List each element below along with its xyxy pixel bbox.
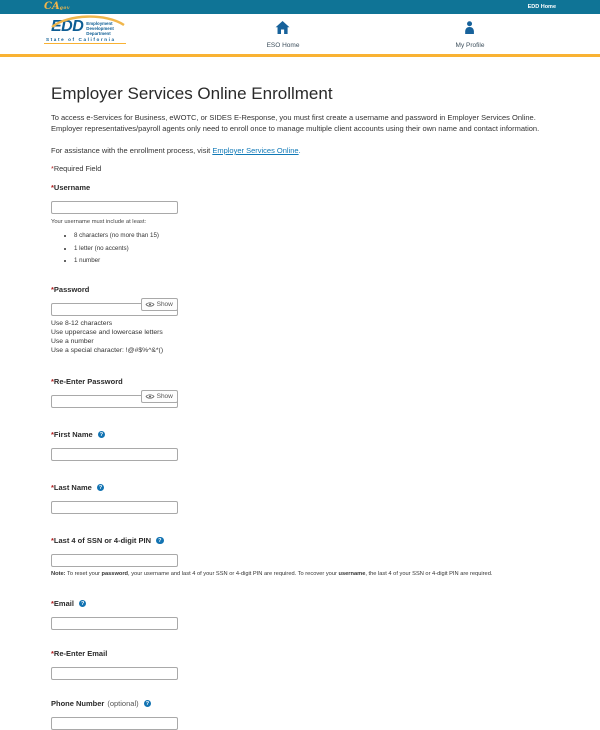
eye-icon <box>146 302 154 307</box>
edd-logo-arc-icon <box>50 16 126 28</box>
required-asterisk: * <box>51 377 54 386</box>
password-rule: Use 8-12 characters <box>51 320 113 327</box>
username-input[interactable] <box>51 201 178 214</box>
phone-label <box>51 699 556 708</box>
edd-logo[interactable] <box>44 18 130 44</box>
field-group-password <box>51 285 556 355</box>
username-label <box>51 183 556 192</box>
field-group-ssn-pin <box>51 536 556 577</box>
ca-gov-text: CA <box>44 1 60 12</box>
utility-bar <box>0 0 600 14</box>
reenter-email-input[interactable] <box>51 667 178 680</box>
required-asterisk: * <box>51 599 54 608</box>
edd-logo-dept-line1: Employment <box>86 21 113 26</box>
ssn-note-text: , your username and last 4 of your SSN or 4-digit PIN are required. To recover your <box>128 571 339 577</box>
ssn-pin-input[interactable] <box>51 554 178 567</box>
field-group-reenter-email <box>51 649 556 680</box>
required-asterisk: * <box>51 649 54 658</box>
field-group-last-name <box>51 483 556 514</box>
nav-my-profile[interactable] <box>456 21 485 49</box>
last-name-help-icon[interactable]: ? <box>97 484 105 492</box>
required-field-text: Required Field <box>53 164 102 173</box>
home-icon <box>276 21 290 34</box>
last-name-input[interactable] <box>51 501 178 514</box>
assistance-line <box>51 146 556 155</box>
password-rule: Use a special character: !@#$%^&*() <box>51 347 164 354</box>
password-rule: Use a number <box>51 338 94 345</box>
username-rule: • 1 letter (no accents) <box>74 245 556 252</box>
phone-label-text: Phone Number <box>51 699 105 708</box>
ssn-pin-help-icon[interactable]: ? <box>156 537 164 545</box>
required-asterisk: * <box>51 164 54 173</box>
ssn-note-bold: username <box>338 571 366 577</box>
first-name-help-icon[interactable]: ? <box>98 431 106 439</box>
assistance-prefix: For assistance with the enrollment process, visit <box>51 146 213 155</box>
password-rules <box>51 319 556 355</box>
password-label <box>51 285 556 294</box>
username-rules-intro: Your username must include at least: <box>51 219 147 225</box>
page-title: Employer Services Online Enrollment <box>51 84 333 103</box>
required-asterisk: * <box>51 536 54 545</box>
password-show-button[interactable] <box>141 298 178 311</box>
person-icon <box>464 21 476 34</box>
ssn-pin-note <box>51 571 556 577</box>
first-name-input[interactable] <box>51 448 178 461</box>
phone-help-icon[interactable]: ? <box>144 700 152 708</box>
required-asterisk: * <box>51 483 54 492</box>
username-rule: • 8 characters (no more than 15) <box>74 232 556 239</box>
nav-my-profile-label: My Profile <box>455 42 485 49</box>
field-group-first-name <box>51 430 556 461</box>
first-name-label <box>51 430 556 439</box>
last-name-label <box>51 483 556 492</box>
edd-logo-state-line: State of California <box>44 37 126 44</box>
ssn-note-bold: password <box>101 571 129 577</box>
ca-gov-logo[interactable] <box>44 2 70 12</box>
ssn-note-text: To reset your <box>65 571 102 577</box>
last-name-label-text: Last Name <box>53 483 92 492</box>
password-label-text: Password <box>53 285 90 294</box>
eye-icon <box>146 394 154 399</box>
reenter-password-label-text: Re-Enter Password <box>53 377 123 386</box>
reenter-password-show-button[interactable] <box>141 390 178 403</box>
email-input[interactable] <box>51 617 178 630</box>
password-rule: Use uppercase and lowercase letters <box>51 329 163 336</box>
email-help-icon[interactable]: ? <box>79 600 87 608</box>
reenter-password-show-label: Show <box>156 393 173 400</box>
email-label-text: Email <box>53 599 74 608</box>
username-label-text: Username <box>53 183 91 192</box>
ca-gov-suffix: gov <box>59 6 70 11</box>
required-asterisk: * <box>51 430 54 439</box>
field-group-email <box>51 599 556 630</box>
username-rules-list <box>74 232 556 264</box>
first-name-label-text: First Name <box>53 430 93 439</box>
site-header <box>0 14 600 57</box>
password-show-label: Show <box>156 301 173 308</box>
nav-eso-home-label: ESO Home <box>266 42 300 49</box>
required-asterisk: * <box>51 183 54 192</box>
edd-logo-acronym: EDD <box>51 18 84 35</box>
field-group-username <box>51 183 556 264</box>
intro-paragraph: To access e-Services for Business, eWOTC, or SIDES E-Response, you must first create a username and password in Employer Services Online. Employer representatives/payroll agents only need to enroll once to manage multiple client accounts using their own name and contact information. <box>51 113 540 133</box>
edd-logo-dept-line3: Department <box>86 31 111 37</box>
phone-input[interactable] <box>51 717 178 730</box>
reenter-email-label-text: Re-Enter Email <box>53 649 108 658</box>
ssn-pin-label-text: Last 4 of SSN or 4-digit PIN <box>53 536 152 545</box>
email-label <box>51 599 556 608</box>
ssn-pin-label <box>51 536 556 545</box>
reenter-password-label <box>51 377 556 386</box>
edd-logo-dept-line2: Development <box>86 26 114 32</box>
edd-home-link[interactable]: EDD Home <box>527 4 556 10</box>
ssn-note-bold: Note: <box>51 571 66 577</box>
required-field-note <box>51 164 556 173</box>
ssn-note-text: , the last 4 of your SSN or 4-digit PIN are required. <box>365 571 493 577</box>
main-content <box>0 57 600 730</box>
required-asterisk: * <box>51 285 54 294</box>
employer-services-online-link[interactable]: Employer Services Online <box>212 146 299 155</box>
username-rule: • 1 number <box>74 257 556 264</box>
nav-eso-home[interactable] <box>267 21 300 49</box>
field-group-reenter-password <box>51 377 556 408</box>
reenter-email-label <box>51 649 556 658</box>
assistance-suffix: . <box>298 146 301 155</box>
phone-optional-text: (optional) <box>107 699 139 708</box>
field-group-phone <box>51 699 556 730</box>
